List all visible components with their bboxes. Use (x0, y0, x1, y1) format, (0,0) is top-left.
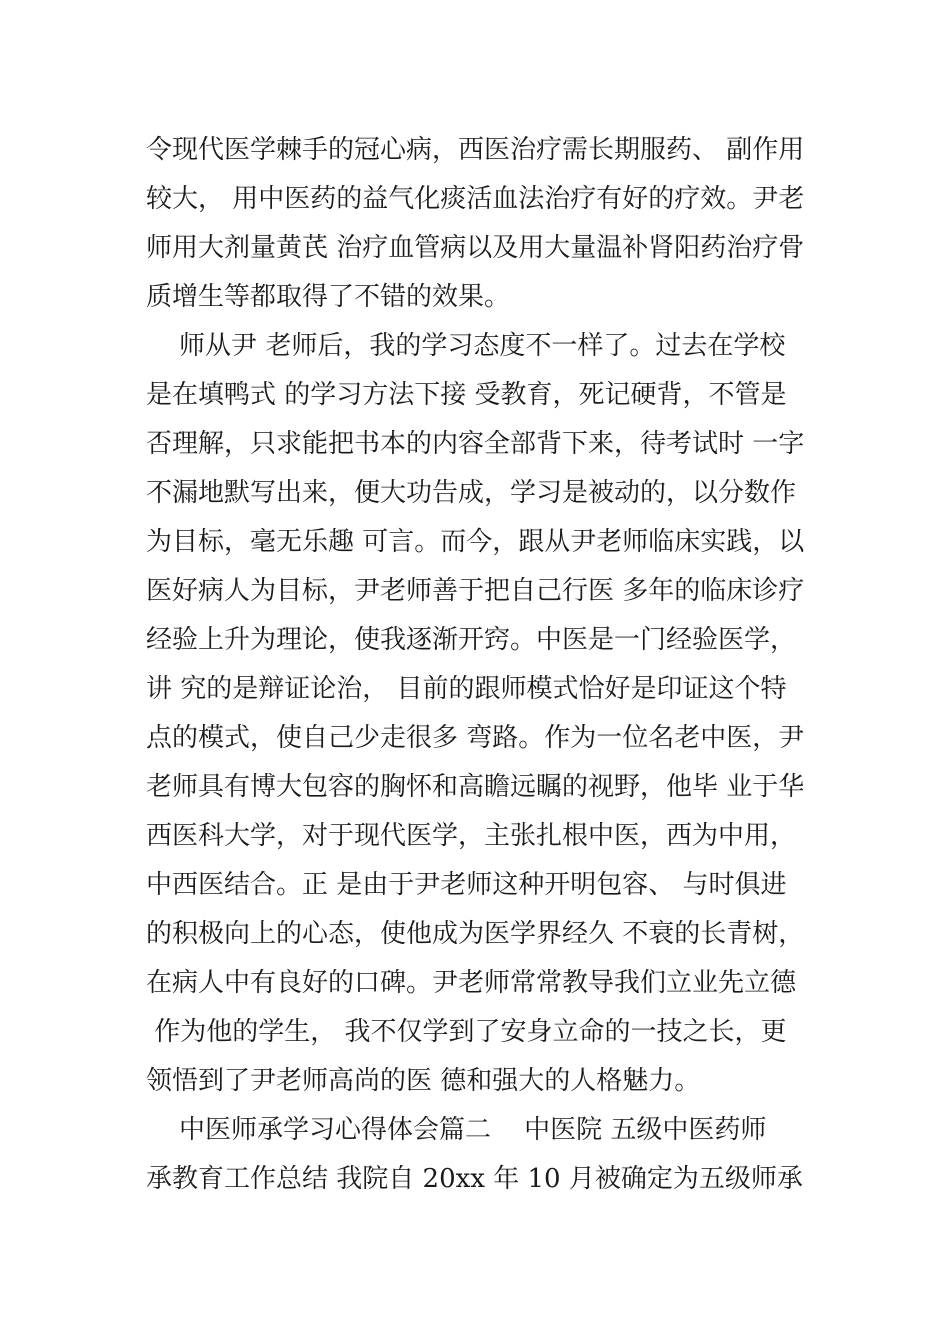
text-line: 不漏地默写出来，便大功告成，学习是被动的，以分数作 (146, 478, 797, 508)
text-line: 中医师承学习心得体会篇二 中医院 五级中医药师 (146, 1115, 767, 1145)
text-line: 点的模式，使自己少走很多 弯路。作为一位名老中医，尹 (146, 723, 805, 753)
text-line: 承教育工作总结 我院自 20xx 年 10 月被确定为五级师承 (146, 1164, 803, 1194)
text-line: 的积极向上的心态，使他成为医学界经久 不衰的长青树， (146, 919, 805, 949)
text-line: 老师具有博大包容的胸怀和高瞻远瞩的视野，他毕 业于华 (146, 772, 805, 802)
text-line: 领悟到了尹老师高尚的医 德和强大的人格魅力。 (146, 1066, 701, 1096)
text-line: 中西医结合。正 是由于尹老师这种开明包容、 与时俱进 (146, 870, 787, 900)
text-line: 西医科大学，对于现代医学，主张扎根中医，西为中用， (146, 821, 797, 851)
text-line: 师用大剂量黄芪 治疗血管病以及用大量温补肾阳药治疗骨 (146, 233, 805, 263)
text-line: 讲 究的是辩证论治， 目前的跟师模式恰好是印证这个特 (146, 674, 787, 704)
text-line: 是在填鸭式 的学习方法下接 受教育，死记硬背，不管是 (146, 380, 787, 410)
text-line: 较大， 用中医药的益气化痰活血法治疗有好的疗效。尹老 (146, 184, 805, 214)
text-line: 为目标，毫无乐趣 可言。而今，跟从尹老师临床实践，以 (146, 527, 805, 557)
text-line: 作为他的学生， 我不仅学到了安身立命的一技之长，更 (146, 1017, 787, 1047)
text-line: 否理解，只求能把书本的内容全部背下来，待考试时 一字 (146, 429, 805, 459)
text-line: 师从尹 老师后，我的学习态度不一样了。过去在学校 (146, 331, 786, 361)
text-line: 经验上升为理论，使我逐渐开窍。中医是一门经验医学， (146, 625, 797, 655)
text-line: 在病人中有良好的口碑。尹老师常常教导我们立业先立德 (146, 968, 797, 998)
text-line: 质增生等都取得了不错的效果。 (146, 282, 511, 312)
text-line: 医好病人为目标，尹老师善于把自己行医 多年的临床诊疗 (146, 576, 805, 606)
document-body-text (146, 126, 808, 1204)
text-line: 令现代医学棘手的冠心病，西医治疗需长期服药、 副作用 (146, 135, 805, 165)
